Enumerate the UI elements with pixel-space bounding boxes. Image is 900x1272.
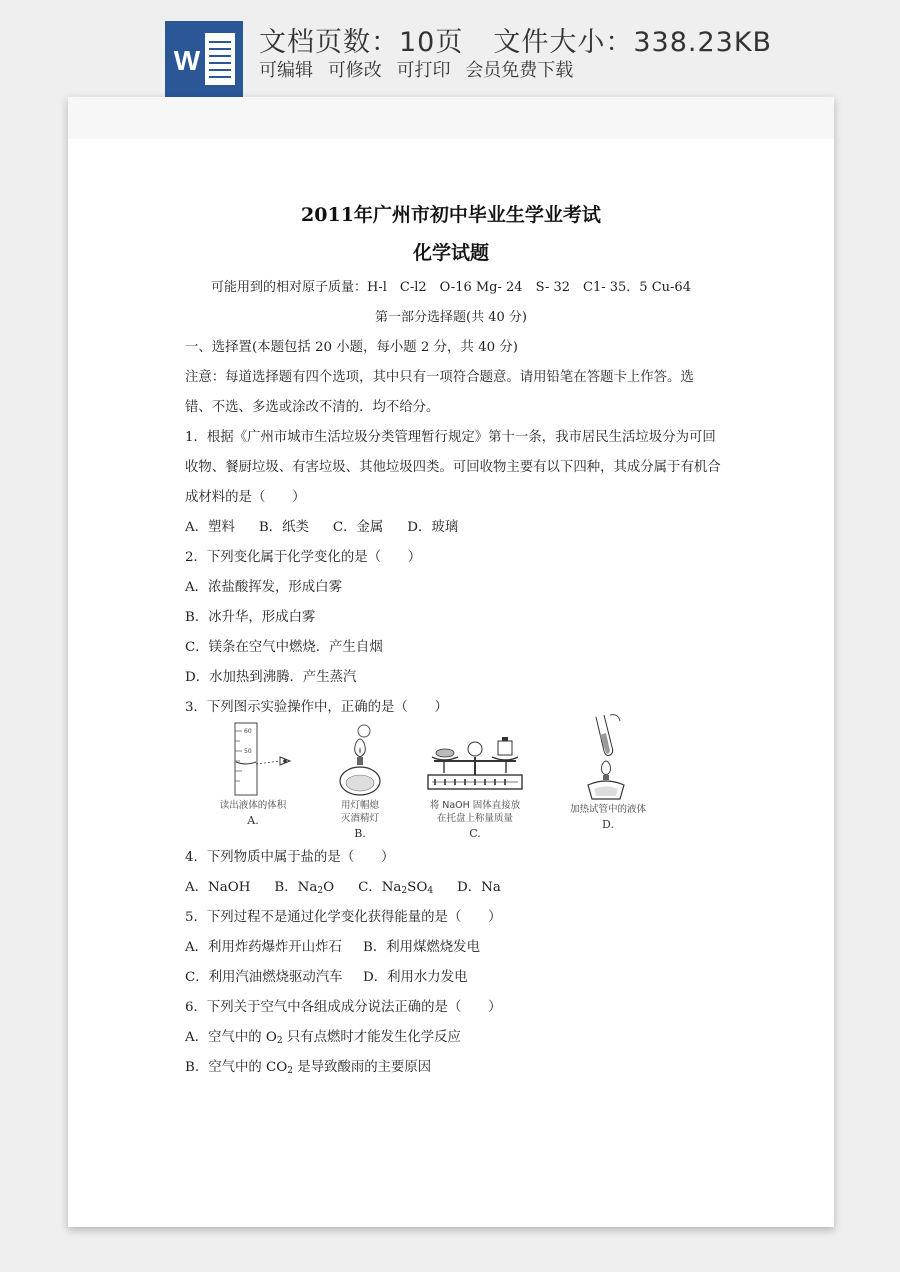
question-6-option-a: A．空气中的 $O_2$ 只有点燃时才能发生化学反应 xyxy=(185,1030,461,1046)
svg-text:W: W xyxy=(173,45,201,76)
question-4: 4．下列物质中属于盐的是（ ） xyxy=(185,850,395,865)
exam-subtitle: 化学试题 xyxy=(412,242,489,264)
question-1-options xyxy=(185,516,482,535)
question-5-options-row-1 xyxy=(185,936,480,955)
heating-test-tube-figure xyxy=(558,711,658,803)
figure-d xyxy=(558,711,658,831)
question-2-option-d: D．水加热到沸腾．产生蒸汽 xyxy=(185,670,357,685)
figure-c-caption-1: 将 NaOH 固体直接放 xyxy=(429,800,521,811)
question-2-option-a: A．浓盐酸挥发，形成白雾 xyxy=(185,580,342,595)
figure-d-caption: 加热试管中的液体 xyxy=(569,804,646,815)
option-d: D．玻璃 xyxy=(407,520,459,535)
question-1-line-2: 收物、餐厨垃圾、有害垃圾、其他垃圾四类。可回收物主要有以下四种，其成分属于有机合 xyxy=(185,460,721,475)
figure-b-label: B. xyxy=(354,827,366,840)
notice-line-2: 错、不选、多选或涂改不清的．均不给分。 xyxy=(185,400,440,415)
document-page xyxy=(68,97,834,1227)
part-heading: 第一部分选择题(共 40 分) xyxy=(375,310,527,325)
q5-option-d: D．利用水力发电 xyxy=(363,970,468,985)
balance-figure xyxy=(420,717,530,799)
graduated-cylinder-figure xyxy=(198,717,308,799)
figure-a-label: A. xyxy=(247,814,259,827)
exam-title: 2011年广州市初中毕业生学业考试 xyxy=(301,204,601,226)
figure-a-caption: 读出液体的体积 xyxy=(219,800,287,811)
feature-modifiable: 可修改 xyxy=(327,60,382,81)
q4-option-d: D．Na xyxy=(457,880,501,895)
q5-option-c: C．利用汽油燃烧驱动汽车 xyxy=(185,970,343,985)
figure-c-caption-2: 在托盘上称量质量 xyxy=(436,813,513,824)
section-heading: 一、选择置(本题包括 20 小题，每小题 2 分，共 40 分) xyxy=(185,340,519,355)
figure-a xyxy=(198,717,308,827)
feature-list xyxy=(259,56,582,82)
figure-b-caption-2: 灭酒精灯 xyxy=(340,813,379,824)
figure-c-label: C. xyxy=(469,827,481,840)
question-3: 3．下列图示实验操作中，正确的是（ ） xyxy=(185,700,448,715)
question-2: 2．下列变化属于化学变化的是（ ） xyxy=(185,550,422,565)
option-b: B．纸类 xyxy=(258,520,309,535)
q5-option-a: A．利用炸药爆炸开山炸石 xyxy=(185,940,342,955)
feature-editable: 可编辑 xyxy=(259,60,313,81)
scale-label-mid: 50 xyxy=(244,748,252,755)
q4-option-c: C．$Na_2SO_4$ xyxy=(358,880,434,896)
option-a: A．塑料 xyxy=(185,520,235,535)
feature-printable: 可打印 xyxy=(396,60,451,81)
figure-b xyxy=(320,717,400,840)
header-banner xyxy=(0,0,900,100)
option-c: C．金属 xyxy=(332,520,384,535)
figure-d-label: D. xyxy=(602,818,614,831)
q4-option-a: A．NaOH xyxy=(185,880,251,895)
q5-option-b: B．利用煤燃烧发电 xyxy=(363,940,480,955)
atomic-mass-line: 可能用到的相对原子质量：H-l C-l2 O-16 Mg- 24 S- 32 C1- 35．5 Cu-64 xyxy=(211,280,691,295)
alcohol-lamp-figure xyxy=(320,717,400,799)
figure-b-caption-1: 用灯帽熄 xyxy=(340,800,379,811)
file-size-label: 文件大小：338.23KB xyxy=(493,27,773,58)
figure-c xyxy=(420,717,530,840)
feature-member-download: 会员免费下载 xyxy=(465,60,574,81)
word-document-icon xyxy=(165,21,243,97)
notice-line-1: 注意：每道选择题有四个选项，其中只有一项符合题意。请用铅笔在答题卡上作答。选 xyxy=(185,370,694,385)
question-4-options xyxy=(185,876,525,896)
question-1-line-3: 成材料的是（ ） xyxy=(185,490,306,505)
question-6: 6．下列关于空气中各组成成分说法正确的是（ ） xyxy=(185,1000,502,1015)
question-5-options-row-2 xyxy=(185,966,467,985)
question-5: 5．下列过程不是通过化学变化获得能量的是（ ） xyxy=(185,910,502,925)
question-6-option-b: B．空气中的 $CO_2$ 是导致酸雨的主要原因 xyxy=(185,1060,432,1076)
header-info-line xyxy=(259,20,772,59)
question-1-line-1: 1．根据《广州市城市生活垃圾分类管理暂行规定》第十一条，我市居民生活垃圾分为可回 xyxy=(185,430,716,445)
scale-label-top: 60 xyxy=(244,728,252,735)
page-count-label: 文档页数：10页 xyxy=(259,27,464,58)
page-top-band xyxy=(68,97,834,139)
question-2-option-b: B．冰升华，形成白雾 xyxy=(185,610,316,625)
question-2-option-c: C．镁条在空气中燃烧．产生自烟 xyxy=(185,640,383,655)
q4-option-b: B．$Na_2O$ xyxy=(274,880,335,896)
